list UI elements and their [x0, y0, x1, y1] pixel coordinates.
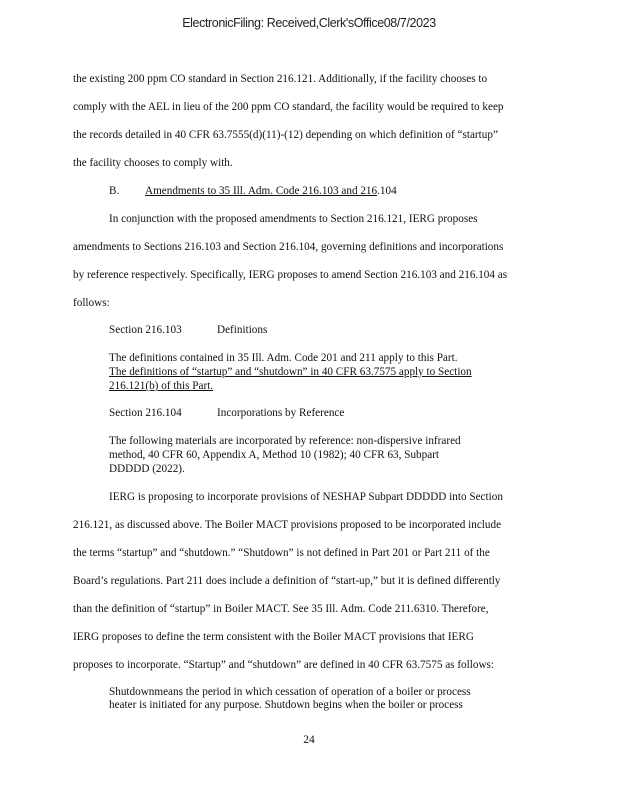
- section-216-103-heading: [109, 324, 267, 337]
- body-line: IERG proposes to define the term consistent with the Boiler MACT provisions that IERG: [73, 631, 474, 643]
- rule-text-line: DDDDD (2022).: [109, 463, 185, 475]
- body-line: the existing 200 ppm CO standard in Section 216.121. Additionally, if the facility chooses to: [73, 73, 488, 85]
- section-name: Incorporations by Reference: [217, 407, 345, 419]
- rule-text-line: The definitions contained in 35 Ill. Adm. Code 201 and 211 apply to this Part.: [109, 352, 458, 364]
- body-line: follows:: [73, 297, 110, 309]
- section-216-104-heading: [109, 407, 344, 420]
- rule-text-line: The following materials are incorporated by reference: non-dispersive infrared: [109, 435, 461, 447]
- section-title-tail: .104: [377, 185, 397, 197]
- body-line: Board’s regulations. Part 211 does include a definition of “start-up,” but it is defined differently: [73, 575, 501, 587]
- body-line: than the definition of “startup” in Boiler MACT. See 35 Ill. Adm. Code 211.6310. Therefore,: [73, 603, 489, 615]
- section-number: Section 216.103: [109, 324, 182, 336]
- body-line: proposes to incorporate. “Startup” and “shutdown” are defined in 40 CFR 63.7575 as follows:: [73, 659, 495, 671]
- body-line: the records detailed in 40 CFR 63.7555(d)(11)-(12) depending on which definition of “startup”: [73, 129, 498, 141]
- body-line: comply with the AEL in lieu of the 200 ppm CO standard, the facility would be required to keep: [73, 101, 504, 113]
- section-heading-b: [109, 184, 397, 198]
- rule-text-added-line: 216.121(b) of this Part.: [109, 380, 214, 392]
- rule-text-line: method, 40 CFR 60, Appendix A, Method 10 (1982); 40 CFR 63, Subpart: [109, 449, 440, 461]
- body-line: amendments to Sections 216.103 and Section 216.104, governing definitions and incorporations: [73, 241, 504, 253]
- body-line: 216.121, as discussed above. The Boiler MACT provisions proposed to be incorporated include: [73, 519, 502, 531]
- filing-stamp: ElectronicFiling: Received,Clerk'sOffice08/7/2023: [182, 16, 436, 30]
- section-name: Definitions: [217, 324, 268, 336]
- section-title: Amendments to 35 Ill. Adm. Code 216.103 and 216: [145, 185, 378, 197]
- rule-text-added-line: The definitions of “startup” and “shutdown” in 40 CFR 63.7575 apply to Section: [109, 366, 472, 378]
- body-line: IERG is proposing to incorporate provisions of NESHAP Subpart DDDDD into Section: [109, 491, 503, 503]
- body-line: In conjunction with the proposed amendments to Section 216.121, IERG proposes: [109, 213, 478, 225]
- section-number: Section 216.104: [109, 407, 182, 419]
- quote-line: heater is initiated for any purpose. Shutdown begins when the boiler or process: [109, 699, 463, 711]
- body-line: the facility chooses to comply with.: [73, 157, 233, 169]
- quote-line: Shutdownmeans the period in which cessation of operation of a boiler or process: [109, 686, 471, 698]
- body-line: the terms “startup” and “shutdown.” “Shutdown” is not defined in Part 201 or Part 211 of the: [73, 547, 490, 559]
- section-letter: B.: [109, 185, 120, 197]
- page-number: 24: [303, 734, 315, 746]
- body-line: by reference respectively. Specifically, IERG proposes to amend Section 216.103 and 216.104 as: [73, 269, 508, 281]
